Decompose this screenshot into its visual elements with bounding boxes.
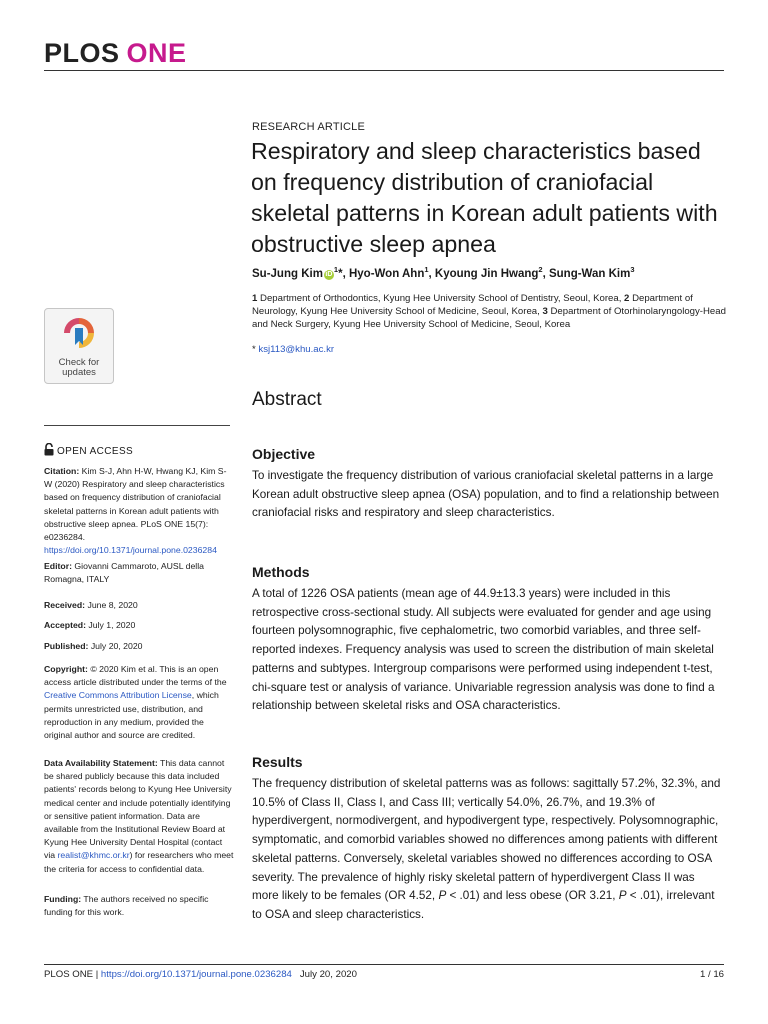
results-text-part: The frequency distribution of skeletal patterns was as follows: sagittally 57.2%, 32.3%, and 10.5% of Class II, Class I, and Cass III; vertically 54.0%, 26.7%, and 19.3% of hyperdivergent, normodivergent, and hypodivergent type, respectively. Polysomnographic, symptomatic, and comorbid variables showed no differences among patients with different skeletal patterns. Conversely, skeletal variables showed no differences according to OSA severity. The prevalence of highly risky skeletal pattern of hyperdivergent Class II was more likely to be females (OR 4.52,	[252, 777, 721, 903]
accepted-label: Accepted:	[44, 620, 86, 630]
page-number: 1 / 16	[699, 969, 724, 980]
footer-date: July 20, 2020	[299, 969, 357, 980]
data-availability-text: ) for researchers who meet the criteria for access to confidential data.	[44, 850, 234, 874]
data-availability-block	[44, 757, 234, 876]
editor-label: Editor:	[44, 561, 72, 571]
data-availability-label: Data Availability Statement:	[44, 758, 158, 768]
p-value-symbol: P	[438, 889, 447, 903]
author-affil-sup: 2	[538, 265, 543, 274]
affil-number: 2	[624, 293, 630, 304]
editor-text: Giovanni Cammaroto, AUSL della Romagna, ITALY	[44, 561, 204, 585]
affil-text: Department of Orthodontics, Kyung Hee University School of Dentistry, Seoul, Korea,	[260, 293, 622, 304]
footer-citation	[44, 969, 357, 980]
citation-block	[44, 465, 234, 557]
corresponding-email-link[interactable]: ksj113@khu.ac.kr	[258, 344, 335, 355]
affiliations	[252, 292, 727, 331]
check-updates-line2: updates	[62, 367, 96, 378]
footer-doi-link[interactable]: https://doi.org/10.1371/journal.pone.0236284	[100, 969, 292, 980]
data-availability-text: This data cannot be shared publicly because this data included patients' records belong to Kyung Hee University medical center and include potentially identifying or sensitive patient information. Data are available from the Institutional Review Board at Kyung Hee University Dental Hospital (contact via	[44, 758, 232, 861]
author-name[interactable]: Kyoung Jin Hwang	[434, 267, 539, 280]
logo-one: ONE	[126, 38, 187, 68]
author-affil-sup: 1	[424, 265, 429, 274]
funding-label: Funding:	[44, 894, 82, 904]
footer-separator: |	[95, 969, 99, 980]
copyright-text: , which permits unrestricted use, distribution, and reproduction in any medium, provided the original author and source are credited.	[44, 690, 219, 741]
received-block	[44, 599, 234, 612]
accepted-date: July 1, 2020	[88, 620, 136, 630]
copyright-block	[44, 663, 234, 742]
published-block	[44, 640, 234, 653]
orcid-icon[interactable]: iD	[325, 270, 333, 278]
author-list: Su-Jung Kim $iD^1*$, Hyo-Won Ahn$^1$, Kyoung Jin Hwang$^2$, Sung-Wan Kim$^3$	[252, 265, 635, 280]
article-type-label: RESEARCH ARTICLE	[252, 121, 366, 133]
footer-divider	[44, 964, 724, 965]
affil-number: 3	[542, 306, 548, 317]
funding-text: The authors received no specific funding for this work.	[44, 894, 209, 918]
open-access-label	[44, 443, 133, 457]
sidebar-divider	[44, 425, 230, 426]
citation-label: Citation:	[44, 466, 80, 476]
published-label: Published:	[44, 641, 89, 651]
results-text-part: < .01) and less obese (OR 3.21,	[446, 889, 619, 903]
accepted-block	[44, 619, 234, 632]
citation-doi-link[interactable]: https://doi.org/10.1371/journal.pone.0236284	[44, 545, 217, 556]
open-lock-icon	[44, 443, 54, 456]
author-name[interactable]: Su-Jung Kim	[252, 267, 323, 280]
received-label: Received:	[44, 600, 86, 610]
author-affil-sup: 1	[333, 265, 339, 274]
author-name[interactable]: Sung-Wan Kim	[548, 267, 631, 280]
abstract-heading: Abstract	[252, 389, 322, 410]
header-divider	[44, 70, 724, 71]
article-title: Respiratory and sleep characteristics based on frequency distribution of craniofacial skeletal patterns in Korean adult patients with obstructive sleep apnea	[251, 138, 718, 257]
check-for-updates-badge[interactable]	[44, 308, 114, 384]
published-date: July 20, 2020	[90, 641, 143, 651]
editor-block	[44, 560, 234, 586]
check-updates-line1: Check for	[58, 357, 100, 368]
check-for-updates-label	[45, 358, 113, 378]
methods-text: A total of 1226 OSA patients (mean age of 44.9±13.3 years) were included in this retrospective cross-sectional study. All subjects were evaluated for gender and age using fourteen polysomnographic, five cephalometric, two comorbid variables, and three self-reported indexes. Frequency analysis was used to screen the distribution of main skeletal patterns and subtypes. Intergroup comparisons were performed using independent t-test, chi-square test or analysis of variance. Univariable regression analysis was done to find a relationship between skeletal risks and OSA characteristics.	[252, 587, 715, 713]
affil-text: Department of Neurology, Kyung Hee University School of Medicine, Seoul, Korea,	[252, 293, 693, 317]
received-date: June 8, 2020	[87, 600, 138, 610]
objective-heading: Objective	[252, 446, 316, 462]
results-heading: Results	[252, 754, 303, 770]
corresponding-author	[252, 344, 334, 355]
copyright-text: © 2020 Kim et al. This is an open access article distributed under the terms of the	[44, 664, 227, 688]
corresponding-marker: *	[252, 344, 256, 355]
license-link[interactable]: Creative Commons Attribution License	[44, 690, 192, 701]
footer-journal: PLOS ONE	[44, 969, 94, 980]
objective-text: To investigate the frequency distribution of various craniofacial skeletal patterns in a large Korean adult obstructive sleep apnea (OSA) population, and to find a relationship between craniofacial risks and respiratory and sleep characteristics.	[252, 469, 720, 520]
affil-number: 1	[252, 293, 258, 304]
results-text	[252, 775, 722, 925]
journal-logo	[44, 38, 187, 69]
check-for-updates-icon	[61, 315, 97, 351]
author-name[interactable]: Hyo-Won Ahn	[348, 267, 425, 280]
logo-plos: PLOS	[44, 38, 120, 68]
results-text-part: < .01), irrelevant to OSA and sleep characteristics.	[252, 889, 715, 921]
methods-heading: Methods	[252, 564, 310, 580]
copyright-label: Copyright:	[44, 664, 88, 674]
author-affil-sup: 3	[630, 265, 635, 274]
corresponding-star: *	[338, 267, 343, 280]
open-access-text: OPEN ACCESS	[57, 446, 134, 457]
citation-text: Kim S-J, Ahn H-W, Hwang KJ, Kim S-W (2020) Respiratory and sleep characteristics based on frequency distribution of craniofacial skeletal patterns in Korean adult patients with obstructive sleep apnea. PLoS ONE 15(7): e0236284.	[44, 466, 227, 543]
data-contact-email-link[interactable]: realist@khmc.or.kr	[57, 850, 130, 861]
p-value-symbol: P	[618, 889, 627, 903]
funding-block	[44, 893, 234, 919]
affil-text: Department of Otorhinolaryngology-Head and Neck Surgery, Kyung Hee University School of Medicine, Seoul, Korea	[252, 306, 726, 330]
